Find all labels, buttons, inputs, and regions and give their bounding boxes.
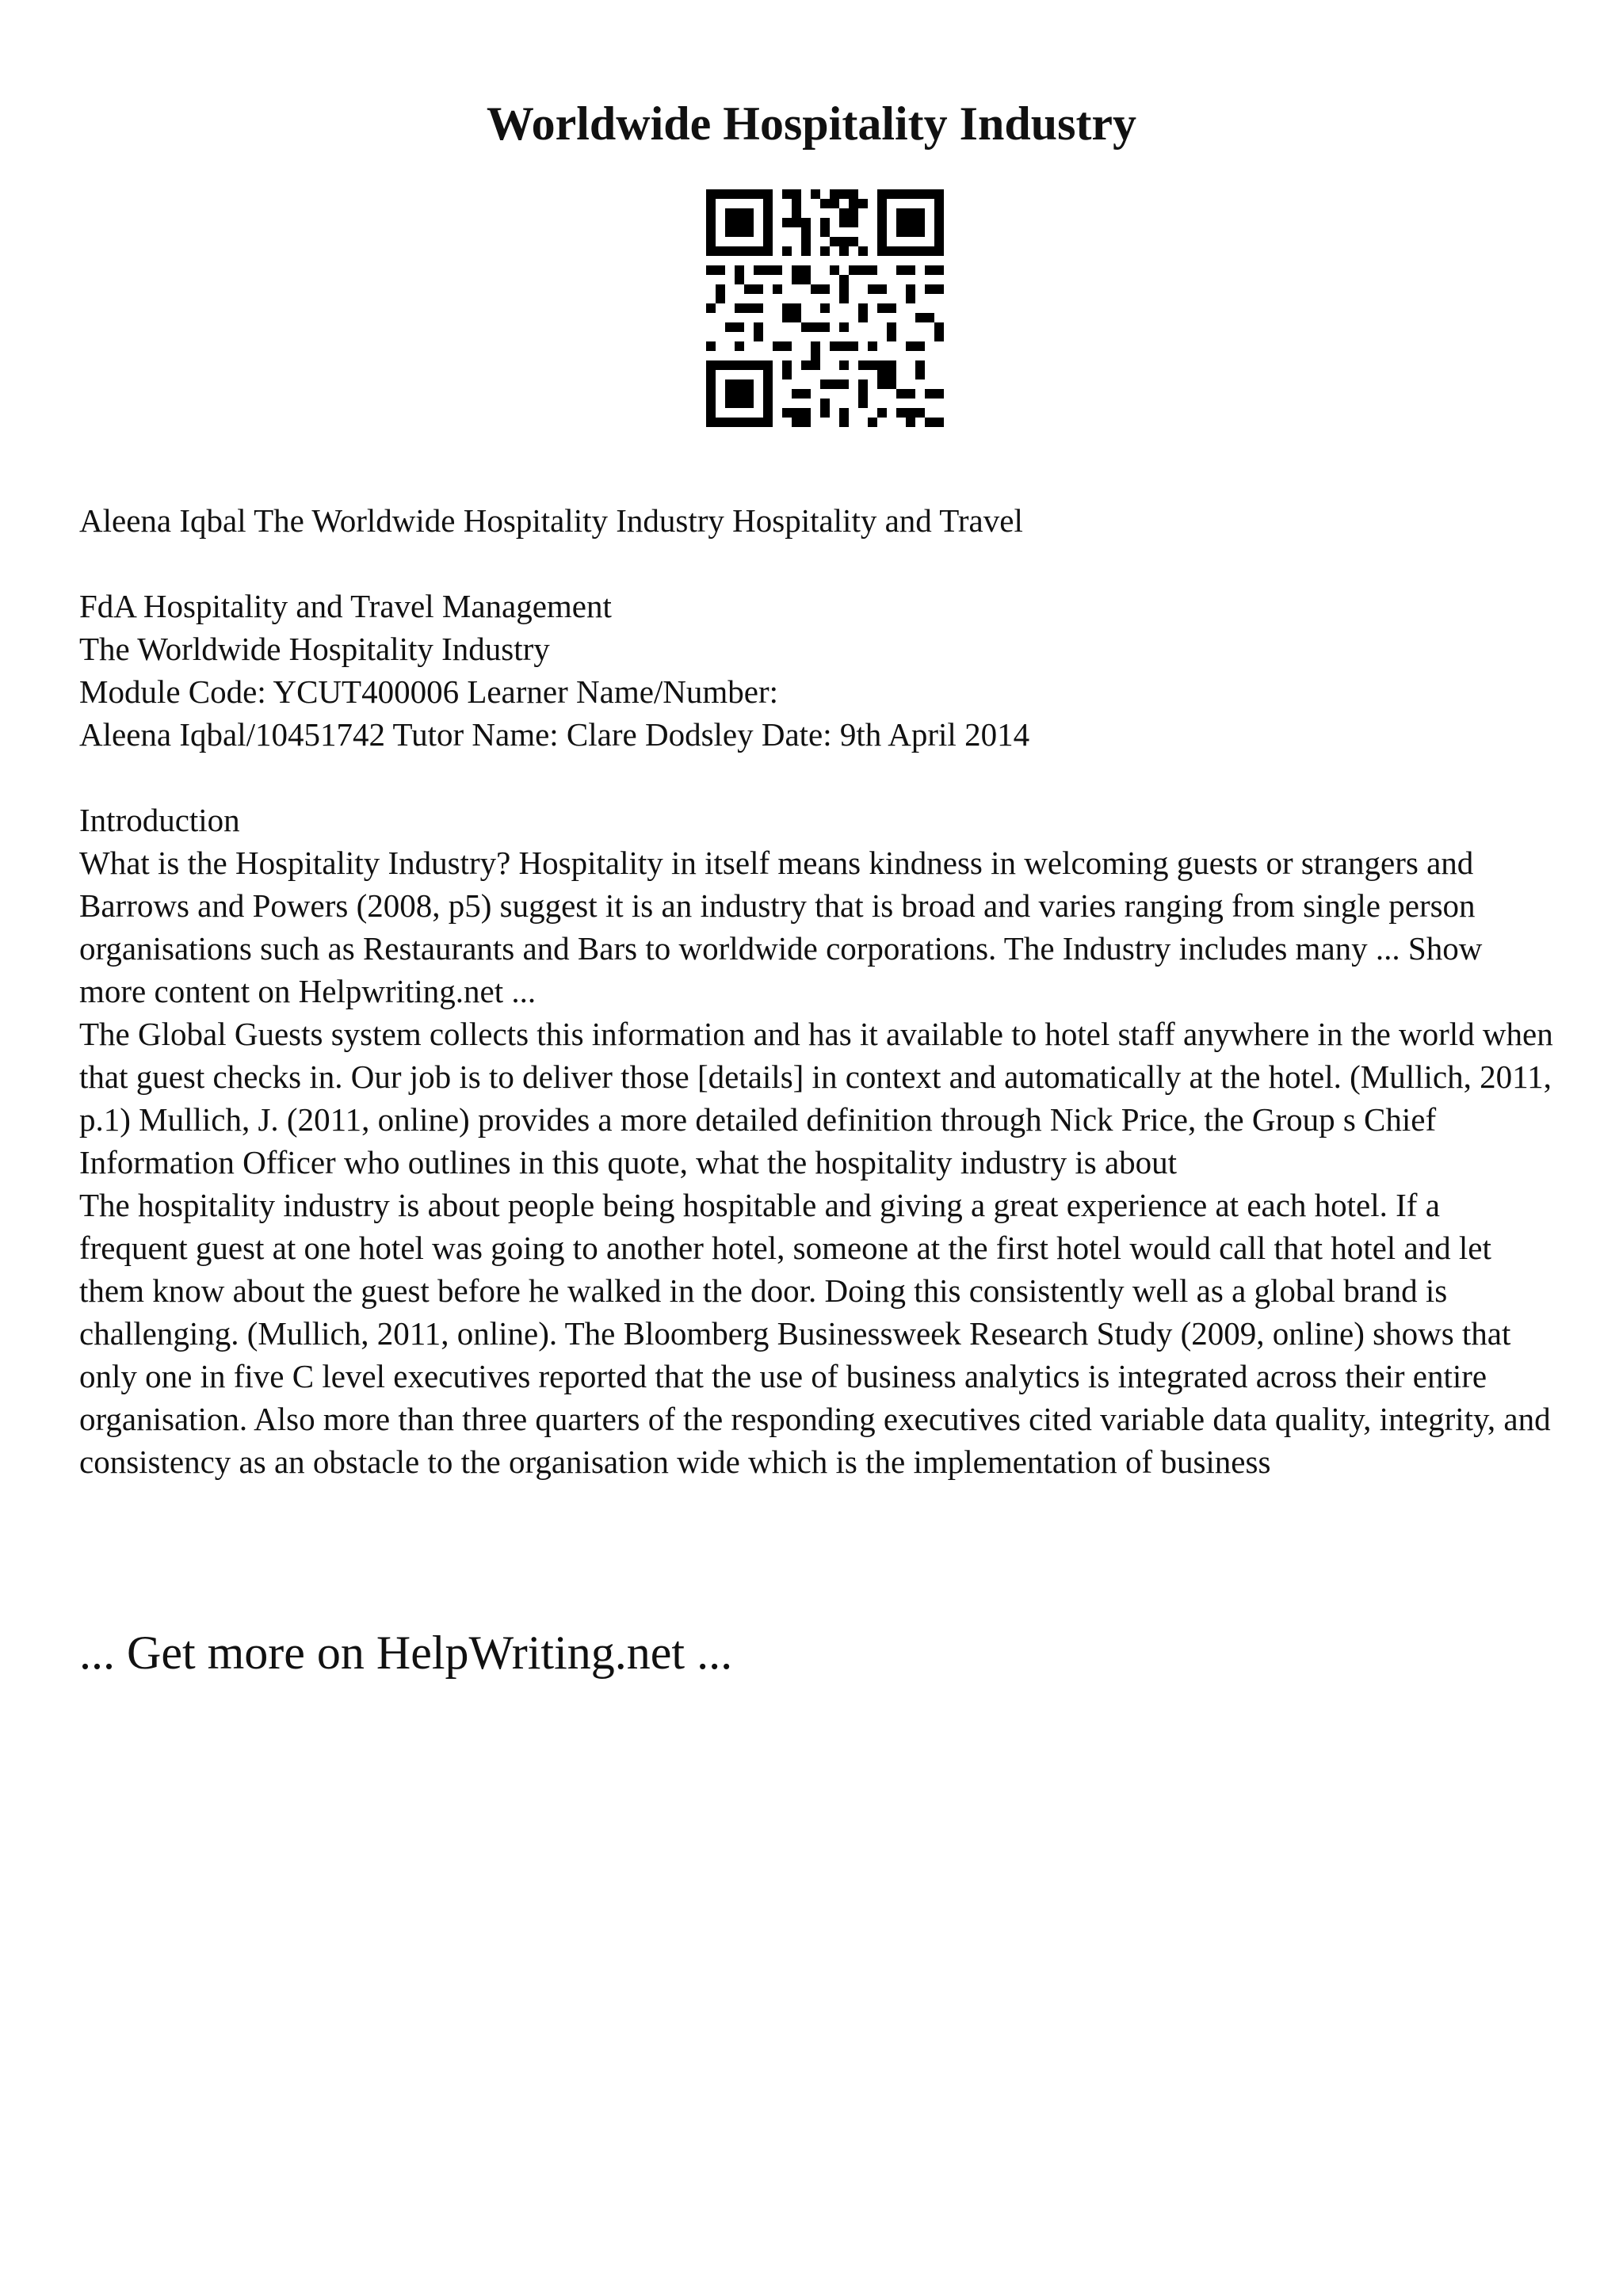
paragraph: The hospitality industry is about people being hospitable and giving a great experience at each hotel. If a frequent guest at one hotel was going to another hotel, someone at the first hotel would call that hotel and let them know about the guest before he walked in the door. Doing this consistently well as a global brand is challenging. (Mullich, 2011, online). The Bloomberg Businessweek Research Study (2009, online) shows that only one in five C level executives reported that the use of business analytics is integrated across their entire organisation. Also more than three quarters of the responding executives cited variable data quality, integrity, and consistency as an obstacle to the organisation wide which is the implementation of business [79,1187,1551,1480]
detail-line: Module Code: YCUT400006 Learner Name/Number: [79,673,779,710]
paragraph: The Global Guests system collects this information and has it available to hotel staff anywhere in the world when that guest checks in. Our job is to deliver those [details] in context and automatically at the hotel. (Mullich, 2011, p.1) Mullich, J. (2011, online) provides a more detailed definition through Nick Price, the Group s Chief Information Officer who outlines in this quote, what the hospitality industry is about [79,1016,1553,1180]
qr-code-icon[interactable] [706,189,944,427]
paragraph: What is the Hospitality Industry? Hospitality in itself means kindness in welcoming guests or strangers and Barrows and Powers (2008, p5) suggest it is an industry that is broad and varies ranging from single person organisations such as Restaurants and Bars to worldwide corporations. The Industry includes many ... Show more content on Helpwriting.net ... [79,845,1483,1009]
spacer [79,756,1553,799]
section-heading: Introduction [79,802,240,838]
document-title: Worldwide Hospitality Industry [486,97,1137,150]
detail-line: Aleena Iqbal/10451742 Tutor Name: Clare Dodsley Date: 9th April 2014 [79,716,1030,753]
detail-line: FdA Hospitality and Travel Management [79,588,612,624]
spacer [79,542,1553,585]
get-more-link[interactable]: ... Get more on HelpWriting.net ... [79,1627,733,1679]
document-body [79,499,1553,1483]
qr-code-graphic [706,189,944,427]
detail-line: The Worldwide Hospitality Industry [79,631,550,667]
header-line: Aleena Iqbal The Worldwide Hospitality Industry Hospitality and Travel [79,502,1023,539]
